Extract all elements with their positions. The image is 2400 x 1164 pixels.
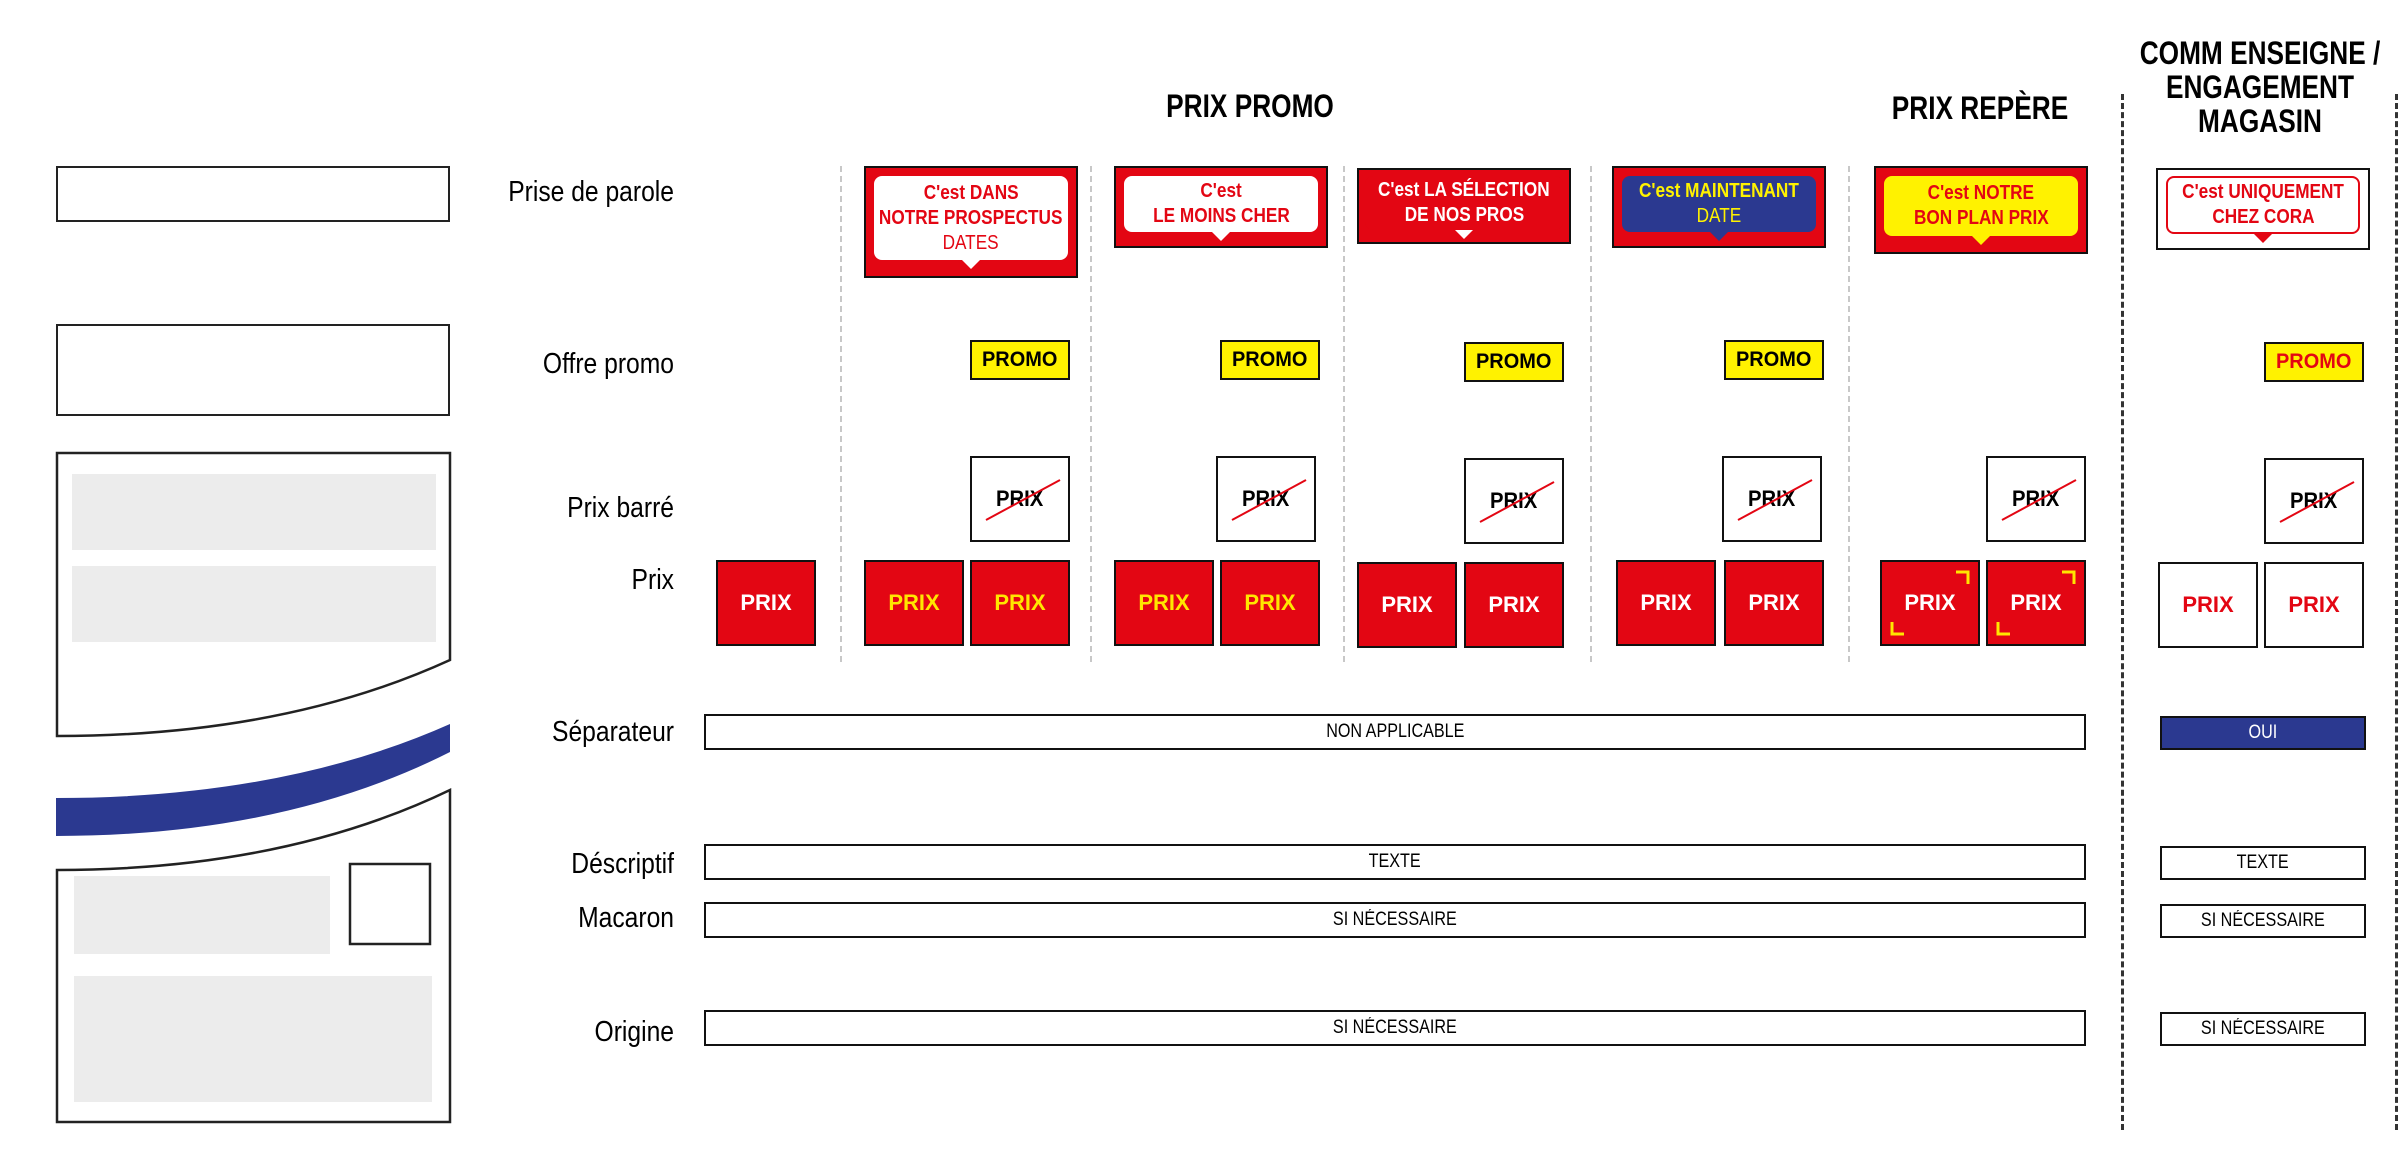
corner-mark-top-right	[1956, 570, 1970, 584]
prix-square-repere: PRIX	[1986, 560, 2086, 646]
bubble-tail	[2254, 234, 2272, 243]
bubble-prospectus	[864, 166, 1078, 278]
row-label-prix: Prix	[631, 564, 674, 596]
strike-line	[2266, 460, 2366, 546]
bubble-bon-plan	[1874, 166, 2088, 254]
strike-line	[1466, 460, 1566, 546]
bubble-moins-cher-line1: C'est	[1200, 180, 1242, 202]
bubble-bon-plan-line2: BON PLAN PRIX	[1913, 207, 2049, 229]
section-divider-right	[2395, 94, 2398, 1130]
prix-barre-box: PRIX	[970, 456, 1070, 542]
sketch-price-panel	[54, 450, 454, 1142]
macaron-bar: SI NÉCESSAIRE	[704, 902, 2086, 938]
column-divider	[1590, 166, 1592, 662]
bubble-tail	[1710, 232, 1728, 241]
header-prix-promo: PRIX PROMO	[1166, 88, 1334, 124]
sketch-promo-box	[56, 324, 450, 416]
row-label-separateur: Séparateur	[552, 716, 674, 748]
prix-square: PRIX	[716, 560, 816, 646]
sketch-title-box	[56, 166, 450, 222]
row-label-origine: Origine	[594, 1016, 674, 1048]
prix-barre-box: PRIX	[1986, 456, 2086, 542]
bubble-prospectus-line2: NOTRE PROSPECTUS	[879, 206, 1063, 229]
row-label-prix-barre: Prix barré	[567, 492, 674, 524]
corner-mark-bottom-left	[1996, 622, 2010, 636]
promo-badge: PROMO	[1724, 340, 1824, 380]
prix-square: PRIX	[1464, 562, 1564, 648]
prix-square-repere: PRIX	[1880, 560, 1980, 646]
separateur-bar-cora: OUI	[2160, 716, 2366, 750]
bubble-tail	[1972, 236, 1990, 245]
bubble-bon-plan-line1: C'est NOTRE	[1927, 182, 2035, 204]
prix-square: PRIX	[864, 560, 964, 646]
prix-square: PRIX	[1357, 562, 1457, 648]
origine-bar-cora: SI NÉCESSAIRE	[2160, 1012, 2366, 1046]
header-prix-repere: PRIX REPÈRE	[1891, 90, 2069, 126]
prix-square: PRIX	[1220, 560, 1320, 646]
row-label-descriptif: Déscriptif	[571, 848, 674, 880]
prix-square: PRIX	[1114, 560, 1214, 646]
prix-square: PRIX	[1616, 560, 1716, 646]
separateur-bar: NON APPLICABLE	[704, 714, 2086, 750]
bubble-cora	[2156, 168, 2370, 250]
header-comm-line1: COMM ENSEIGNE /	[2139, 35, 2381, 71]
bubble-selection-line1: C'est LA SÉLECTION	[1378, 179, 1550, 201]
promo-badge-cora: PROMO	[2264, 342, 2364, 382]
descriptif-bar-cora: TEXTE	[2160, 846, 2366, 880]
bubble-prospectus-line1: C'est DANS	[923, 181, 1019, 204]
promo-badge: PROMO	[1220, 340, 1320, 380]
bubble-cora-line2: CHEZ CORA	[2211, 206, 2315, 228]
bubble-moins-cher-line2: LE MOINS CHER	[1152, 205, 1290, 227]
row-label-prise-de-parole: Prise de parole	[508, 176, 674, 208]
promo-badge: PROMO	[1464, 342, 1564, 382]
descriptif-bar: TEXTE	[704, 844, 2086, 880]
prix-barre-box: PRIX	[1464, 458, 1564, 544]
bubble-prospectus-line3: DATES	[942, 231, 1000, 254]
promo-badge: PROMO	[970, 340, 1070, 380]
bubble-maintenant-line1: C'est MAINTENANT	[1639, 180, 1799, 202]
column-divider	[1090, 166, 1092, 662]
strike-line	[1218, 458, 1318, 544]
bubble-tail	[1455, 230, 1473, 239]
column-divider	[1848, 166, 1850, 662]
prix-square: PRIX	[1724, 560, 1824, 646]
bubble-tail	[1212, 232, 1230, 241]
prix-barre-box: PRIX	[1722, 456, 1822, 542]
prix-square-cora: PRIX	[2264, 562, 2364, 648]
bubble-cora-line1: C'est UNIQUEMENT	[2182, 181, 2344, 203]
bubble-moins-cher	[1114, 166, 1328, 248]
corner-mark-bottom-left	[1890, 622, 1904, 636]
section-divider-left	[2121, 94, 2124, 1130]
strike-line	[1724, 458, 1824, 544]
strike-line	[1988, 458, 2088, 544]
row-label-macaron: Macaron	[578, 902, 674, 934]
prix-barre-box: PRIX	[2264, 458, 2364, 544]
bubble-selection-line2: DE NOS PROS	[1404, 204, 1524, 226]
strike-line	[972, 458, 1072, 544]
row-label-offre-promo: Offre promo	[542, 348, 674, 380]
corner-mark-top-right	[2062, 570, 2076, 584]
origine-bar: SI NÉCESSAIRE	[704, 1010, 2086, 1046]
macaron-bar-cora: SI NÉCESSAIRE	[2160, 904, 2366, 938]
header-comm-line2: ENGAGEMENT	[2165, 69, 2355, 105]
column-divider	[1343, 166, 1345, 662]
header-comm-line3: MAGASIN	[2198, 103, 2322, 139]
bubble-maintenant-line2: DATE	[1696, 205, 1742, 227]
prix-square-cora: PRIX	[2158, 562, 2258, 648]
header-comm-enseigne	[2129, 36, 2391, 138]
prix-square: PRIX	[970, 560, 1070, 646]
bubble-selection	[1357, 168, 1571, 244]
prix-barre-box: PRIX	[1216, 456, 1316, 542]
bubble-maintenant	[1612, 166, 1826, 248]
column-divider	[840, 166, 842, 662]
bubble-tail	[962, 260, 980, 269]
